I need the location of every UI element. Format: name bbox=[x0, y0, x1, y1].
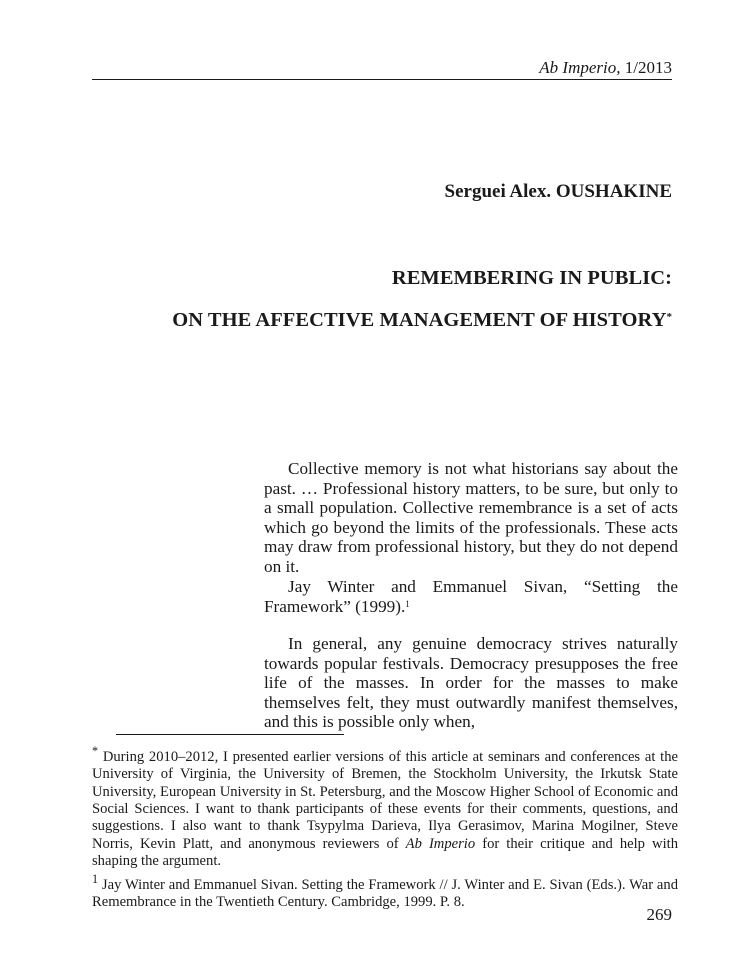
footnote-1-mark: 1 bbox=[92, 871, 99, 886]
epigraph-quote-2-text: In general, any genuine democracy strives naturally towards popular festivals. Democracy presupposes the free life of the masses. In order for the masses to make themselves felt, they must outwardly manifest themselves, and this is possible only when, bbox=[264, 634, 678, 732]
journal-name: Ab Imperio, bbox=[539, 58, 621, 77]
footnote-star-text-2: for their critique and help with shaping the argument. bbox=[92, 835, 678, 870]
issue-number: 1/2013 bbox=[620, 58, 672, 77]
author-name: Serguei Alex. OUSHAKINE bbox=[444, 181, 672, 202]
epigraph-quote-1-text: Collective memory is not what historians say about the past. … Professional history matters, to be sure, but only to a small population. Collective remembrance is a set of acts which go beyond the limits of the professionals. These acts may draw from professional history, but they do not depend on it. bbox=[264, 459, 678, 576]
article-title-line-1: REMEMBERING IN PUBLIC: bbox=[391, 267, 672, 289]
page-number: 269 bbox=[646, 905, 672, 924]
epigraph-footnote-mark[interactable]: 1 bbox=[405, 598, 410, 609]
footnote-1 bbox=[92, 871, 678, 912]
footnotes bbox=[92, 743, 678, 911]
article-title-line-2-text: ON THE AFFECTIVE MANAGEMENT OF HISTORY bbox=[172, 309, 667, 331]
footnote-star-journal: Ab Imperio bbox=[405, 835, 476, 852]
epigraph-attribution-source: Jay Winter and Emmanuel Sivan, “Setting the Framework” (1999). bbox=[264, 577, 678, 616]
footnote-separator bbox=[116, 734, 344, 735]
title-footnote-mark[interactable]: * bbox=[666, 311, 672, 323]
header-rule bbox=[92, 79, 672, 80]
running-head bbox=[539, 58, 672, 78]
footnote-1-text: Jay Winter and Emmanuel Sivan. Setting the Framework // J. Winter and E. Sivan (Eds.). War and Remembrance in the Twentieth Century. Cambridge, 1999. P. 8. bbox=[92, 876, 678, 910]
footnote-star-text-1: During 2010–2012, I presented earlier versions of this article at seminars and conferences at the University of Virginia, the University of Bremen, the Stockholm University, the Irkutsk State University, European University in St. Petersburg, and the Moscow Higher School of Economic and Social Sciences. I want to thank participants of these events for their comments, questions, and suggestions. I also want to thank Tsypylma Darieva, Ilya Gerasimov, Marina Mogilner, Steve Norris, Kevin Platt, and anonymous reviewers of bbox=[92, 748, 678, 852]
footnote-star bbox=[92, 743, 678, 871]
epigraph-attribution-text bbox=[264, 577, 678, 616]
article-title-line-2 bbox=[172, 308, 672, 332]
epigraph-quote-1 bbox=[264, 459, 678, 577]
epigraph-quote-2 bbox=[264, 634, 678, 732]
footnote-star-mark: * bbox=[92, 744, 99, 758]
epigraph-attribution bbox=[264, 577, 678, 616]
